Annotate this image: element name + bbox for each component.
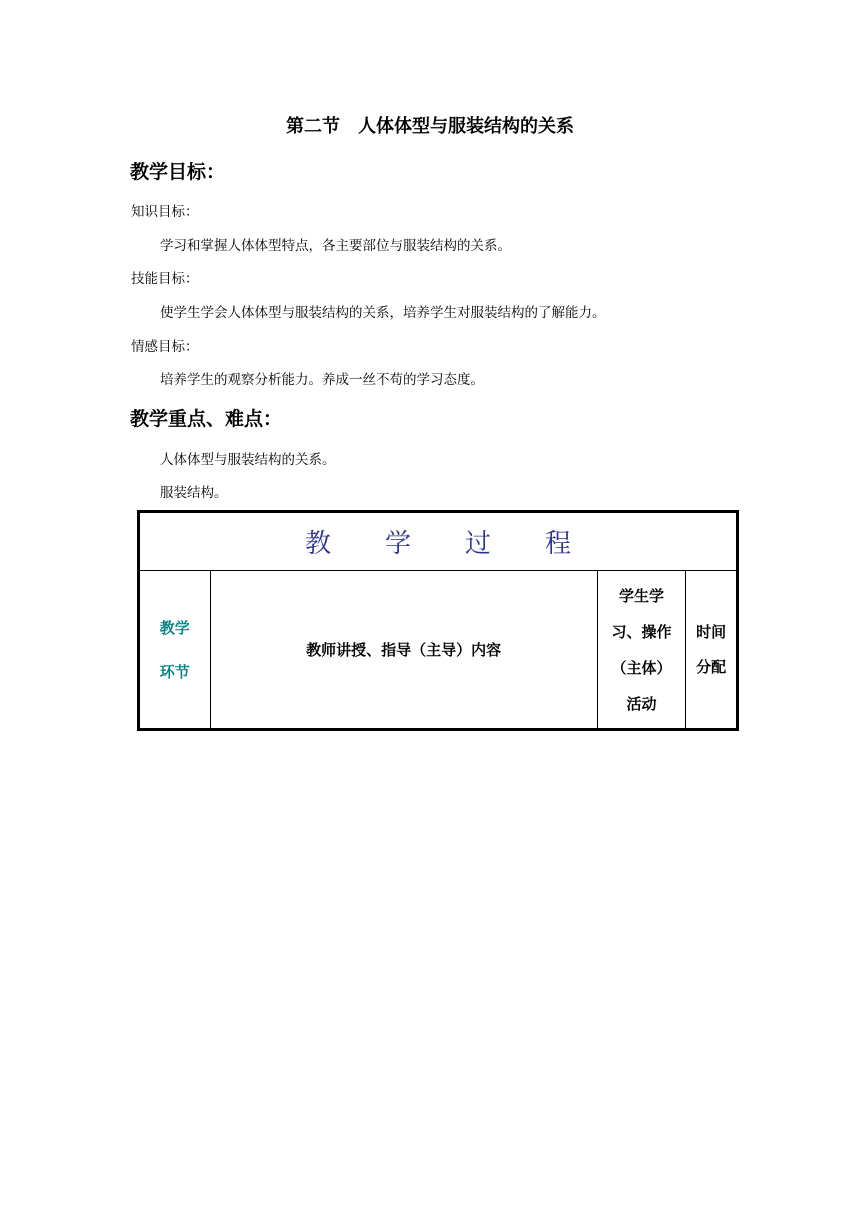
banner-char: 教 (304, 529, 331, 559)
teaching-process-banner (139, 512, 738, 571)
time-header-line: 分配 (696, 657, 727, 676)
emotion-objective-text: 培养学生的观察分析能力。养成一丝不苟的学习态度。 (160, 372, 484, 388)
page-title: 第二节 人体体型与服装结构的关系 (286, 116, 574, 137)
emotion-objective-label: 情感目标： (131, 339, 199, 355)
key-point-text: 人体体型与服装结构的关系。 (160, 452, 336, 468)
time-header-line: 时间 (696, 622, 727, 641)
student-header-line: 学生学 (618, 586, 664, 605)
banner-char: 学 (384, 529, 411, 559)
knowledge-objective-text: 学习和掌握人体体型特点，各主要部位与服装结构的关系。 (160, 238, 511, 254)
time-header-cell (686, 571, 738, 730)
skill-objective-label: 技能目标： (131, 271, 199, 287)
student-header-line: （主体） (611, 658, 672, 677)
student-header-cell (597, 571, 686, 730)
phase-header-line: 教学 (159, 618, 190, 637)
banner-char: 程 (545, 529, 572, 559)
banner-char: 过 (465, 529, 492, 559)
teaching-process-table (137, 510, 739, 731)
student-header-line: 活动 (626, 694, 657, 713)
skill-objective-text: 使学生学会人体体型与服装结构的关系，培养学生对服装结构的了解能力。 (160, 305, 606, 321)
objectives-heading: 教学目标： (130, 161, 226, 183)
phase-header-cell (139, 571, 211, 730)
student-header-line: 习、操作 (611, 622, 672, 641)
key-points-heading: 教学重点、难点： (130, 408, 283, 430)
phase-header-line: 环节 (159, 662, 190, 681)
difficulty-text: 服装结构。 (160, 485, 228, 501)
knowledge-objective-label: 知识目标： (131, 204, 199, 220)
teacher-header-cell: 教师讲授、指导（主导）内容 (210, 571, 597, 730)
